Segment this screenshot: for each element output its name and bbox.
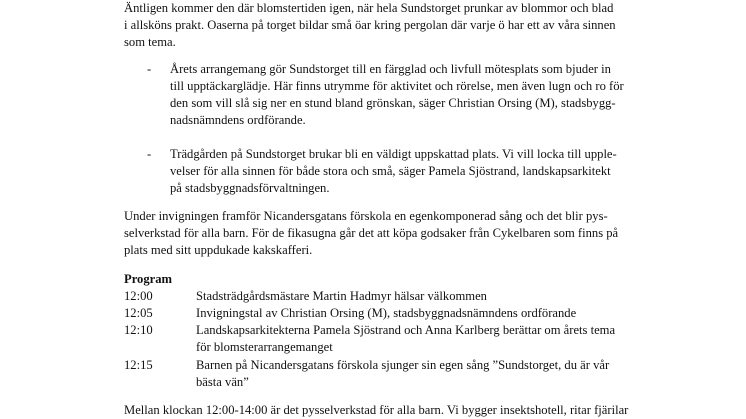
program-description: för blomsterarrangemanget	[196, 340, 333, 354]
invigning-line-2: selverkstad för alla barn. För de fikasugna går det att köpa godsaker från Cykelbaren som finns på	[124, 226, 619, 240]
program-description: Stadsträdgårdsmästare Martin Hadmyr hälsar välkommen	[196, 289, 487, 303]
bullet-dash: -	[147, 147, 152, 161]
program-time: 12:05	[124, 306, 153, 320]
quote-line: velser för alla sinnen för både stora och små, säger Pamela Sjöstrand, landskapsarkitekt	[170, 164, 611, 178]
quote-line: Trädgården på Sundstorget brukar bli en väldigt uppskattad plats. Vi vill locka till upple-	[170, 147, 617, 161]
quote-line: Årets arrangemang gör Sundstorget till en färgglad och livfull mötesplats som bjuder in	[170, 62, 611, 76]
intro-line-2: i allsköns prakt. Oaserna på torget bildar små öar kring pergolan där varje ö har ett av våra sinnen	[124, 18, 616, 32]
program-heading: Program	[124, 272, 173, 286]
invigning-line-1: Under invigningen framför Nicandersgatans förskola en egenkomponerad sång och det blir pys-	[124, 209, 608, 223]
program-time: 12:10	[124, 323, 153, 337]
program-time: 12:15	[124, 358, 153, 372]
program-description: Invigningstal av Christian Orsing (M), stadsbyggnadsnämndens ordförande	[196, 306, 577, 320]
quote-line: till upptäckarglädje. Här finns utrymme för aktivitet och rörelse, men även lugn och ro för	[170, 79, 624, 93]
intro-line-1: Äntligen kommer den där blomstertiden igen, när hela Sundstorget prunkar av blommor och blad	[124, 1, 614, 15]
quote-line: nadsnämndens ordförande.	[170, 113, 306, 127]
program-time: 12:00	[124, 289, 153, 303]
bullet-dash: -	[147, 62, 152, 76]
program-description: Landskapsarkitekterna Pamela Sjöstrand och Anna Karlberg berättar om årets tema	[196, 323, 616, 337]
program-description: Barnen på Nicandersgatans förskola sjunger sin egen sång ”Sundstorget, du är vår	[196, 358, 610, 372]
program-description: bästa vän”	[196, 375, 249, 389]
intro-line-3: som tema.	[124, 35, 176, 49]
closing-line-1: Mellan klockan 12:00-14:00 är det pysselverkstad för alla barn. Vi bygger insektshotell, ritar fjärilar	[124, 403, 629, 417]
quote-line: den som vill slå sig ner en stund bland grönskan, säger Christian Orsing (M), stadsbygg-	[170, 96, 616, 110]
invigning-line-3: plats med sitt uppdukade kakskafferi.	[124, 243, 313, 257]
quote-line: på stadsbyggnadsförvaltningen.	[170, 181, 330, 195]
